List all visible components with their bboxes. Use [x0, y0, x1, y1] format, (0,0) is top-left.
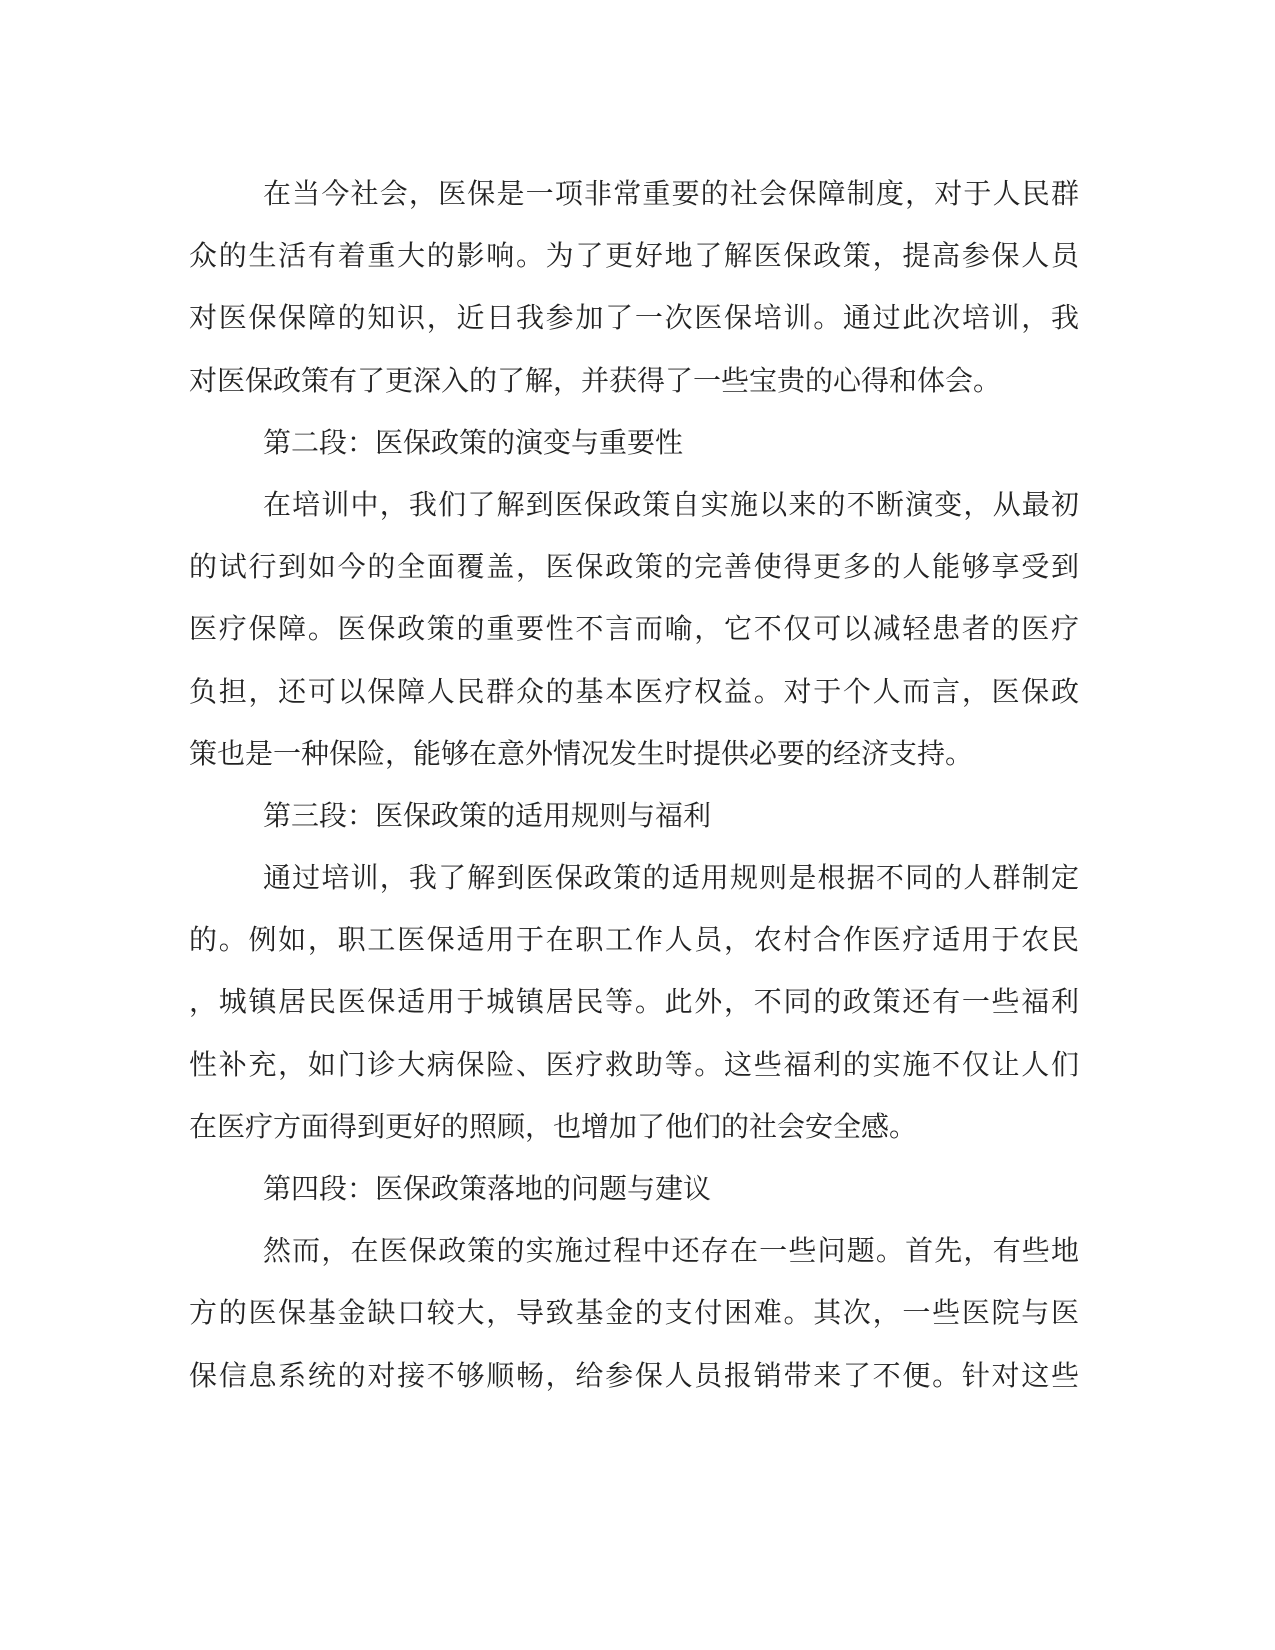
section-heading-3: 第三段：医保政策的适用规则与福利	[263, 798, 712, 832]
text-line: 的。例如，职工医保适用于在职工作人员，农村合作医疗适用于农民	[189, 923, 1079, 957]
text-line: 医疗保障。医保政策的重要性不言而喻，它不仅可以减轻患者的医疗	[189, 612, 1079, 646]
text-line: 保信息系统的对接不够顺畅，给参保人员报销带来了不便。针对这些	[189, 1358, 1079, 1392]
text-line: 在医疗方面得到更好的照顾，也增加了他们的社会安全感。	[189, 1109, 918, 1143]
text-line: 通过培训，我了解到医保政策的适用规则是根据不同的人群制定	[263, 861, 1079, 895]
text-line: 然而，在医保政策的实施过程中还存在一些问题。首先，有些地	[263, 1234, 1079, 1268]
text-line: 策也是一种保险，能够在意外情况发生时提供必要的经济支持。	[189, 736, 974, 770]
document-body	[189, 163, 1079, 1407]
text-line: 负担，还可以保障人民群众的基本医疗权益。对于个人而言，医保政	[189, 674, 1079, 708]
text-line: ，城镇居民医保适用于城镇居民等。此外，不同的政策还有一些福利	[189, 985, 1079, 1019]
text-line: 方的医保基金缺口较大，导致基金的支付困难。其次，一些医院与医	[189, 1296, 1079, 1330]
text-line: 众的生活有着重大的影响。为了更好地了解医保政策，提高参保人员	[189, 239, 1079, 273]
text-line: 在培训中，我们了解到医保政策自实施以来的不断演变，从最初	[263, 487, 1079, 521]
text-line: 对医保保障的知识，近日我参加了一次医保培训。通过此次培训，我	[189, 301, 1079, 335]
section-heading-4: 第四段：医保政策落地的问题与建议	[263, 1172, 712, 1205]
text-line: 的试行到如今的全面覆盖，医保政策的完善使得更多的人能够享受到	[189, 550, 1079, 584]
text-line: 对医保政策有了更深入的了解，并获得了一些宝贵的心得和体会。	[189, 363, 1002, 397]
text-line: 性补充，如门诊大病保险、医疗救助等。这些福利的实施不仅让人们	[189, 1047, 1079, 1081]
section-heading-2: 第二段：医保政策的演变与重要性	[263, 425, 684, 459]
text-line: 在当今社会，医保是一项非常重要的社会保障制度，对于人民群	[263, 177, 1079, 210]
